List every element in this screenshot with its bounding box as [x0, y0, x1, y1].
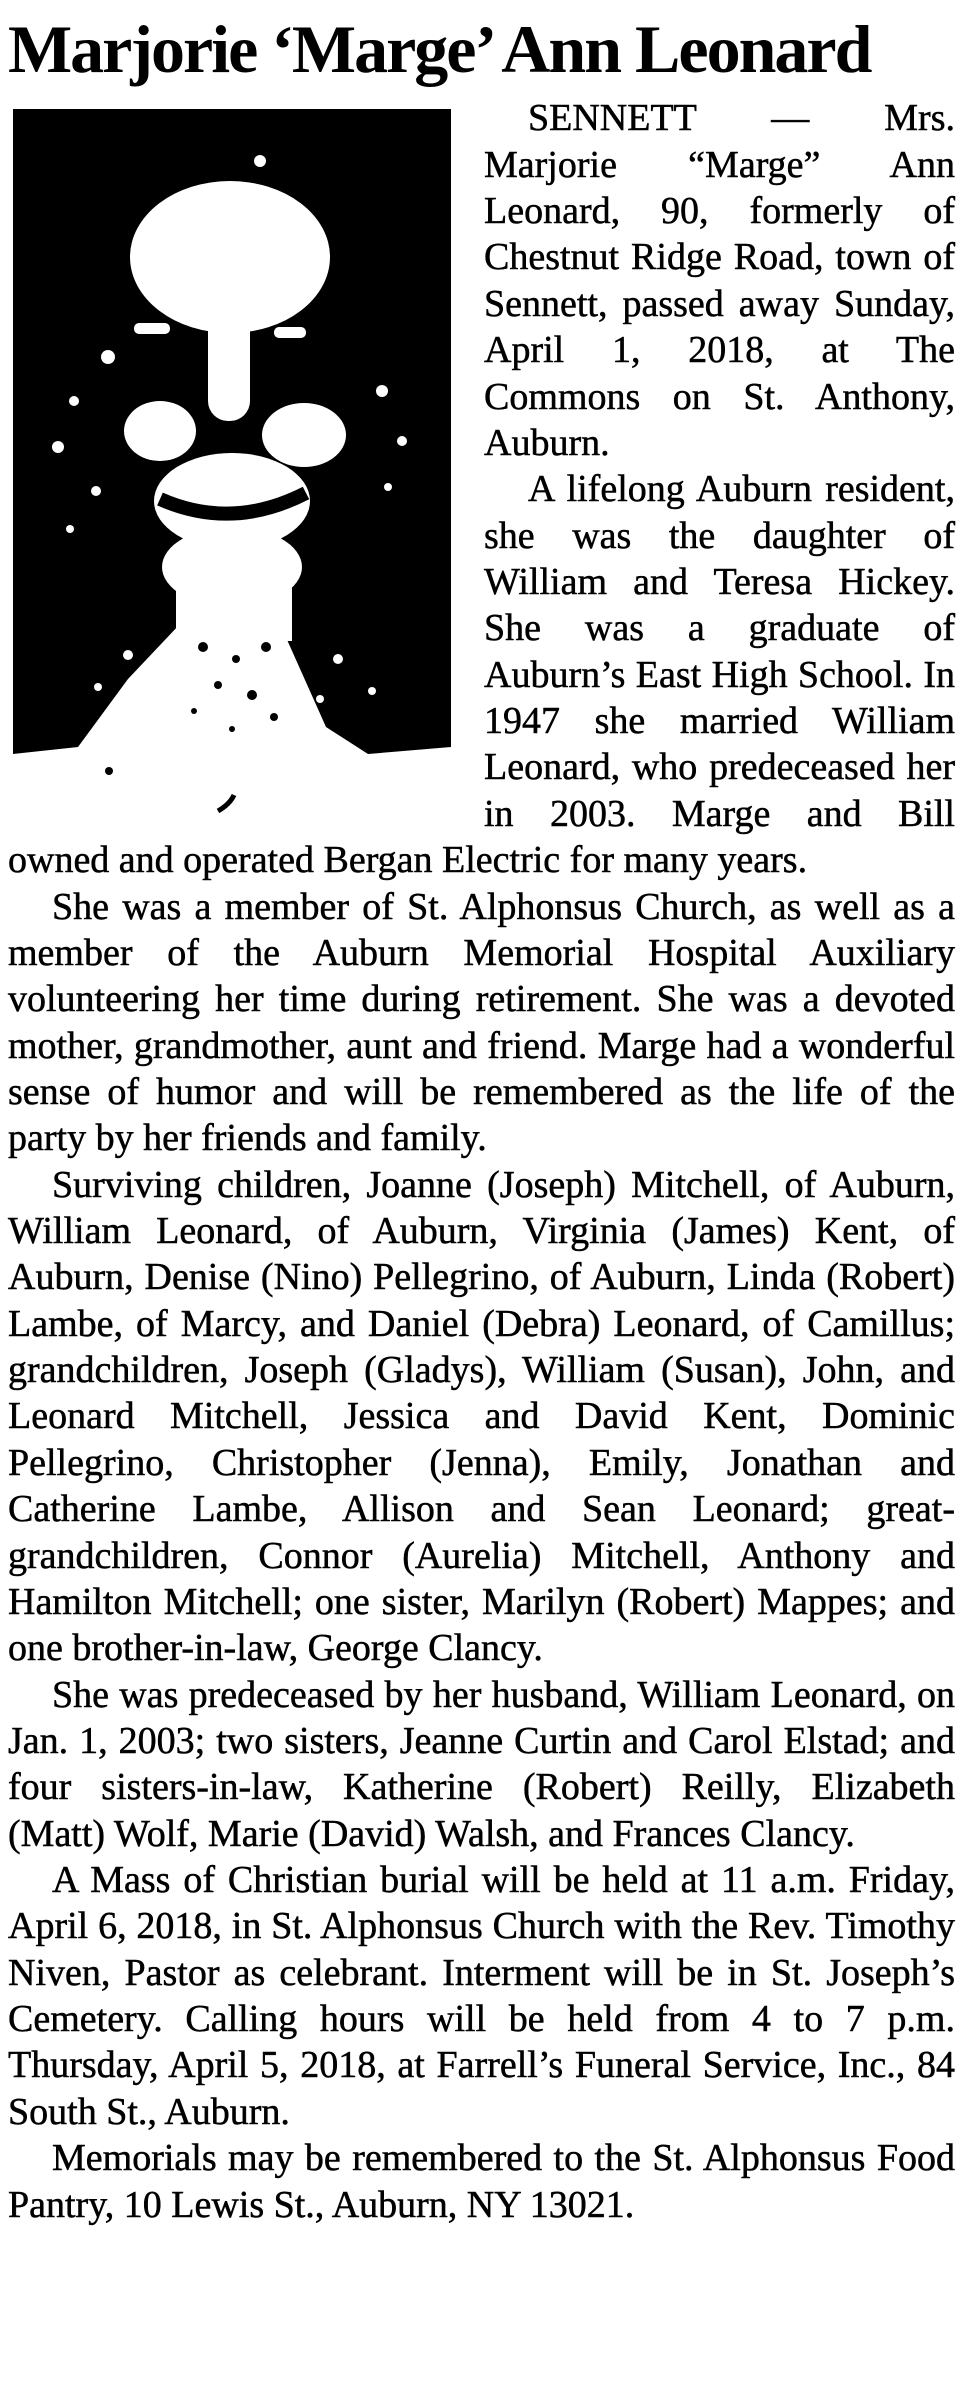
obituary-paragraph-3: She was a member of St. Alphonsus Church, as well as a member of the Auburn Memorial Hospital Auxiliary volunteering her time during retirement. She was a devoted mother, grandmother, aunt and friend. Marge had a wonderful sense of humor and will be remembered as the life of the party by her friends and family. — [8, 885, 955, 1160]
obituary-headline: Marjorie ‘Marge’ Ann Leonard — [8, 11, 871, 87]
halftone-portrait-image — [8, 99, 458, 836]
obituary-paragraph-4: Surviving children, Joanne (Joseph) Mitchell, of Auburn, William Leonard, of Auburn, Virginia (James) Kent, of Auburn, Denise (Nino) Pellegrino, of Auburn, Linda (Robert) Lambe, of Marcy, and Daniel (Debra) Leonard, of Camillus; grandchildren, Joseph (Gladys), William (Susan), John, and Leonard Mitchell, Jessica and David Kent, Dominic Pellegrino, Christopher (Jenna), Emily, Jonathan and Catherine Lambe, Allison and Sean Leonard; great-grandchildren, Connor (Aurelia) Mitchell, Anthony and Hamilton Mitchell; one sister, Marilyn (Robert) Mappes; and one brother-in-law, George Clancy. — [8, 1163, 955, 1670]
obituary-paragraph-1: SENNETT — Mrs. Marjorie “Marge” Ann Leonard, 90, formerly of Chestnut Ridge Road, town of Sennett, passed away Sunday, April 1, 2018, at The Commons on St. Anthony, Auburn. — [484, 97, 955, 464]
obituary-paragraph-6: A Mass of Christian burial will be held at 11 a.m. Friday, April 6, 2018, in St. Alphonsus Church with the Rev. Timothy Niven, Pastor as celebrant. Interment will be in St. Joseph’s Cemetery. Calling hours will be held from 4 to 7 p.m. Thursday, April 5, 2018, at Farrell’s Funeral Service, Inc., 84 South St., Auburn. — [8, 1859, 955, 2133]
obituary-body — [8, 95, 955, 2228]
obituary-paragraph-5: She was predeceased by her husband, William Leonard, on Jan. 1, 2003; two sisters, Jeanne Curtin and Carol Elstad; and four sisters-in-law, Katherine (Robert) Reilly, Elizabeth (Matt) Wolf, Marie (David) Walsh, and Frances Clancy. — [8, 1673, 955, 1855]
obituary-portrait-photo — [8, 99, 458, 836]
obituary-paragraph-2: A lifelong Auburn resident, she was the daughter of William and Teresa Hickey. She was a graduate of Auburn’s East High School. In 1947 she married William Leonard, who predeceased her in 2003. Marge and Bill owned and operated Bergan Electric for many years. — [8, 468, 955, 882]
obituary-paragraph-7: Memorials may be remembered to the St. Alphonsus Food Pantry, 10 Lewis St., Auburn, NY 13021. — [8, 2137, 955, 2226]
